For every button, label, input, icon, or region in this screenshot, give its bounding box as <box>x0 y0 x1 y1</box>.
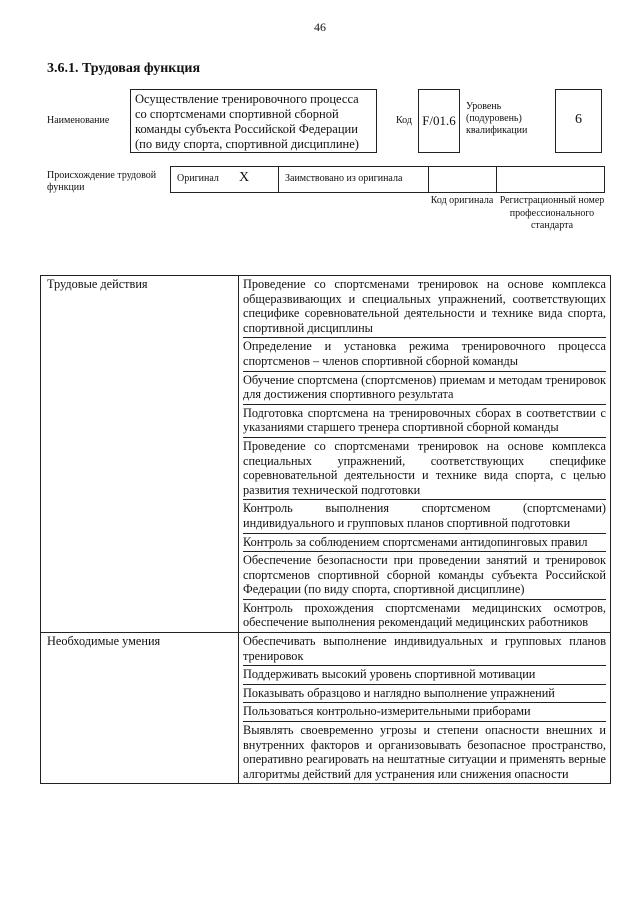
registration-number-caption: Регистрационный номер профессионального стандарта <box>499 195 605 231</box>
origin-label: Происхождение трудовой функции <box>47 170 157 193</box>
skill-item: Поддерживать высокий уровень спортивной мотивации <box>243 666 606 685</box>
labor-action-item: Проведение со спортсменами тренировок на основе комплекса общеразвивающих и специальных упражнений, соответствующих специфике соревновательной деятельности и технике вида спорта, спортивной дисциплины <box>243 276 606 338</box>
registration-number-cell <box>497 167 604 192</box>
skill-item: Пользоваться контрольно-измерительными приборами <box>243 703 606 722</box>
original-mark: X <box>239 170 250 185</box>
function-code-box: F/01.6 <box>418 89 460 153</box>
qualification-level-box: 6 <box>555 89 602 153</box>
original-cell <box>171 167 279 192</box>
skill-item: Обеспечивать выполнение индивидуальных и групповых планов тренировок <box>243 633 606 666</box>
labor-actions-label: Трудовые действия <box>41 276 239 633</box>
origin-row <box>170 166 605 193</box>
labor-action-item: Обучение спортсмена (спортсменов) приемам и методам тренировок для достижения спортивного результата <box>243 372 606 405</box>
labor-action-item: Контроль выполнения спортсменом (спортсменами) индивидуального и групповых планов спортивной подготовки <box>243 500 606 533</box>
labor-actions-cell <box>239 276 611 633</box>
labor-action-item: Подготовка спортсмена на тренировочных сборах в соответствии с указаниями старшего тренера спортивной сборной команды <box>243 405 606 438</box>
skills-cell <box>239 633 611 784</box>
skill-item: Выявлять своевременно угрозы и степени опасности внешних и внутренних факторов и организовывать безопасное пространство, оперативно реагировать на нештатные ситуации и применять верные алгоритмы действий для устранения или снижения опасности <box>243 723 606 781</box>
original-label: Оригинал <box>177 173 219 184</box>
original-code-cell <box>429 167 497 192</box>
level-label: Уровень (подуровень) квалификации <box>466 101 528 136</box>
function-table <box>40 275 611 784</box>
skill-item: Показывать образцово и наглядно выполнение упражнений <box>243 685 606 704</box>
skills-row <box>41 633 611 784</box>
function-name-box: Осуществление тренировочного процесса со спортсменами спортивной сборной команды субъекта Российской Федерации (по виду спорта, спортивной дисциплине) <box>130 89 377 153</box>
section-title: 3.6.1. Трудовая функция <box>47 61 201 76</box>
original-code-caption: Код оригинала <box>430 195 494 206</box>
skills-label: Необходимые умения <box>41 633 239 784</box>
labor-actions-row <box>41 276 611 633</box>
code-label: Код <box>396 115 412 126</box>
labor-action-item: Проведение со спортсменами тренировок на основе комплекса специальных упражнений, соответствующих специфике соревновательной деятельности и технике вида спорта, с целью развития технической подготовки <box>243 438 606 500</box>
labor-action-item: Обеспечение безопасности при проведении занятий и тренировок спортсменов спортивной сборной команды субъекта Российской Федерации (по виду спорта, спортивной дисциплине) <box>243 552 606 600</box>
page-number: 46 <box>314 20 326 34</box>
borrowed-cell: Заимствовано из оригинала <box>279 167 429 192</box>
labor-action-item: Контроль за соблюдением спортсменами антидопинговых правил <box>243 534 606 553</box>
labor-action-item: Определение и установка режима тренировочного процесса спортсменов – членов спортивной сборной команды <box>243 338 606 371</box>
name-label: Наименование <box>47 115 110 126</box>
labor-action-item: Контроль прохождения спортсменами медицинских осмотров, обеспечение выполнения рекомендаций медицинских работников <box>243 600 606 630</box>
